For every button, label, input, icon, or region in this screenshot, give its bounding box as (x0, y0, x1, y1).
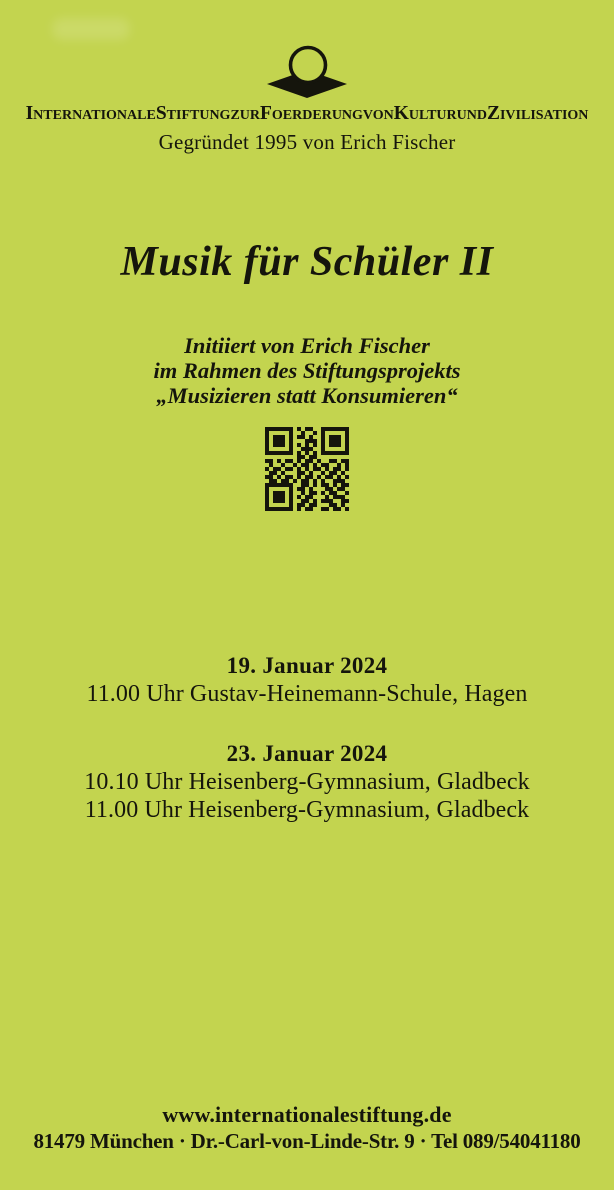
circle-on-diamond-logo-icon (259, 44, 355, 107)
address-line: 81479 München · Dr.-Carl-von-Linde-Str. 9 · Tel 089/54041180 (33, 1129, 581, 1153)
event-entry: 10.10 Uhr Heisenberg-Gymnasium, Gladbeck (84, 769, 530, 795)
event-date: 23. Januar 2024 (226, 741, 388, 766)
founded-line: Gegründet 1995 von Erich Fischer (158, 130, 456, 154)
scan-artifact (52, 18, 130, 40)
subtitle-line: im Rahmen des Stiftungsprojekts (153, 358, 461, 383)
subtitle-line: Initiiert von Erich Fischer (184, 333, 430, 358)
event-block (0, 740, 614, 824)
subtitle-block (0, 333, 614, 408)
org-name: InternationaleStiftungzurFoerderungvonKulturundZivilisation (25, 103, 589, 124)
event-block (0, 652, 614, 708)
footer (0, 1102, 614, 1154)
event-entry: 11.00 Uhr Gustav-Heinemann-Schule, Hagen (86, 681, 528, 707)
event-entry: 11.00 Uhr Heisenberg-Gymnasium, Gladbeck (84, 797, 530, 823)
website-url: www.internationalestiftung.de (162, 1102, 452, 1127)
subtitle-line: „Musizieren statt Konsumieren“ (156, 383, 458, 408)
qr-code (265, 427, 349, 511)
event-date: 19. Januar 2024 (226, 653, 388, 678)
page-title: Musik für Schüler II (120, 239, 494, 285)
foundation-logo (0, 44, 614, 107)
